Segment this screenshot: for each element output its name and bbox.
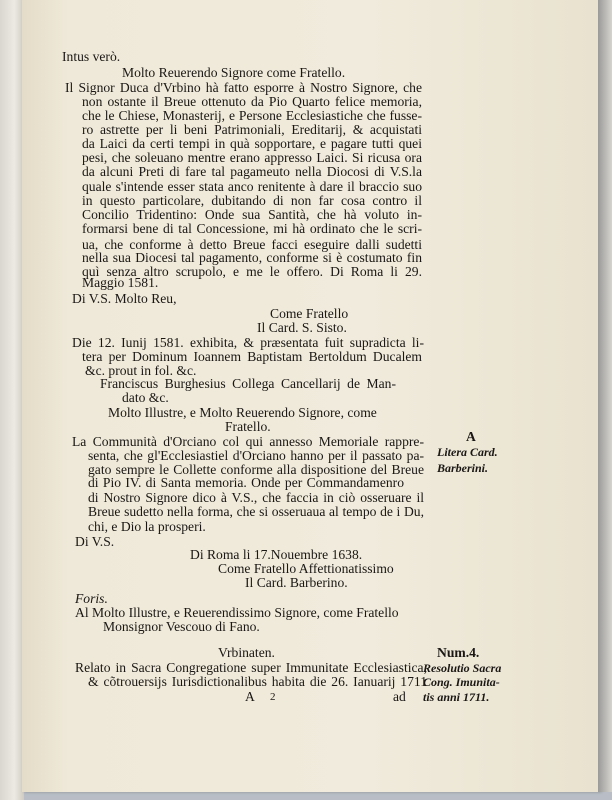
record-line: &c. prout in fol. &c. bbox=[85, 363, 197, 378]
margin-note: Barberini. bbox=[437, 461, 489, 475]
body-line: ro astrette per li beni Patrimoniali, Ereditarij, & acquistati bbox=[82, 122, 422, 137]
margin-note: Litera Card. bbox=[437, 445, 498, 459]
date: Di Roma li 17.Nouembre 1638. bbox=[190, 547, 363, 562]
body-line: da Laici da certi tempi in quà sopportare, e pagare tutti quei bbox=[82, 136, 422, 151]
facing-page-edge bbox=[0, 0, 24, 800]
body-line: Concilio Tridentino: Onde sua Santità, che hà voluto in- bbox=[82, 207, 422, 222]
signature-name: Il Card. Barberino. bbox=[245, 575, 348, 590]
body-line: Il Signor Duca d'Vrbino hà fatto esporre à Nostro Signore, che bbox=[65, 80, 422, 95]
salutation: Fratello. bbox=[225, 419, 271, 434]
opening: Intus verò. bbox=[62, 49, 121, 64]
body-line: in questo particolare, dubitando di non far cosa contro il bbox=[82, 193, 422, 208]
body-line: non ostante il Breue ottenuto da Pio Quarto felice memoria, bbox=[82, 94, 422, 109]
record-line: dato &c. bbox=[122, 390, 169, 405]
address: Al Molto Illustre, e Reuerendissimo Signore, come Fratello bbox=[75, 605, 399, 620]
body-line: pesi, che soleuano mentre erano appresso Laici. Si ricusa ora bbox=[82, 150, 422, 165]
body-line: da alcuni Preti di fare tal pagameuto nella Diocosi di V.S.la bbox=[82, 164, 422, 179]
salutation: Molto Illustre, e Molto Reuerendo Signore, come bbox=[108, 405, 377, 420]
body-line: Breue sudetto nella forma, che si osseruaua al tempo de i Du, bbox=[88, 504, 424, 519]
body-line: che le Chiese, Monasterij, e Persone Ecclesiastiche che fusse- bbox=[82, 108, 422, 123]
catchword: ad bbox=[393, 689, 406, 704]
closing: Di V.S. Molto Reu, bbox=[72, 291, 177, 306]
closing: Di V.S. bbox=[75, 534, 115, 549]
signature-name: Il Card. S. Sisto. bbox=[257, 320, 347, 335]
margin-note: tis anni 1711. bbox=[423, 690, 490, 704]
salutation: Molto Reuerendo Signore come Fratello. bbox=[122, 65, 346, 80]
signature-number: 2 bbox=[270, 691, 276, 703]
signature-mark: A bbox=[245, 689, 255, 704]
body-line: di Pio IV. di Santa memoria. Onde per Commandamenro bbox=[88, 475, 404, 490]
section-line: & cõtrouersijs Iurisdictionalibus habita die 26. Ianuarij 1711 bbox=[88, 674, 427, 689]
record-line: Die 12. Iunij 1581. exhibita, & præsentata fuit supradicta li- bbox=[72, 335, 424, 350]
body-line: nella sua Diocesi tal pagamento, conforme si è costumato fin bbox=[82, 250, 422, 265]
body-line: quì senza altro scrupolo, e me le offero. Di Roma li 29. bbox=[82, 264, 422, 279]
margin-note: Num.4. bbox=[437, 645, 480, 660]
margin-note: Resolutio Sacra bbox=[423, 661, 502, 675]
body-line: gato sempre le Collette conforme alla dispositione del Breue bbox=[88, 462, 424, 477]
body-line: ua, che conforme à detto Breue facci eseguire dalli sudetti bbox=[82, 237, 422, 252]
page-edge-shadow bbox=[598, 0, 612, 792]
body-line: senta, che gl'Ecclesiastiel d'Orciano hanno per il passato pa- bbox=[88, 448, 424, 463]
record-line: Franciscus Burghesius Collega Cancellarij de Man- bbox=[100, 376, 396, 391]
body-line: La Communità d'Orciano col qui annesso Memoriale rappre- bbox=[72, 434, 424, 449]
body-line: quale s'intende esser stata anco renitente à dare il braccio suo bbox=[82, 179, 422, 194]
address: Monsignor Vescouo di Fano. bbox=[103, 619, 260, 634]
body-line: di Nostro Signore dico à V.S., che faccia in ciò osseruare il bbox=[88, 490, 424, 505]
margin-note: Cong. Imunita- bbox=[423, 675, 500, 689]
section-title: Vrbinaten. bbox=[218, 645, 275, 660]
section-line: Relato in Sacra Congregatione super Immunitate Ecclesiastica, bbox=[75, 660, 427, 675]
body-line: formarsi bene di tal Concessione, mi hà ordinato che le scri- bbox=[82, 221, 422, 236]
record-line: tera per Dominum Ioannem Baptistam Bertoldum Ducalem bbox=[82, 349, 422, 364]
margin-note: A bbox=[466, 429, 476, 444]
signature: Come Fratello bbox=[270, 306, 349, 321]
signature: Come Fratello Affettionatissimo bbox=[218, 561, 394, 576]
foris-label: Foris. bbox=[75, 591, 108, 606]
body-line: chi, e Dio la prosperi. bbox=[88, 519, 206, 534]
body-line: Maggio 1581. bbox=[82, 275, 159, 290]
